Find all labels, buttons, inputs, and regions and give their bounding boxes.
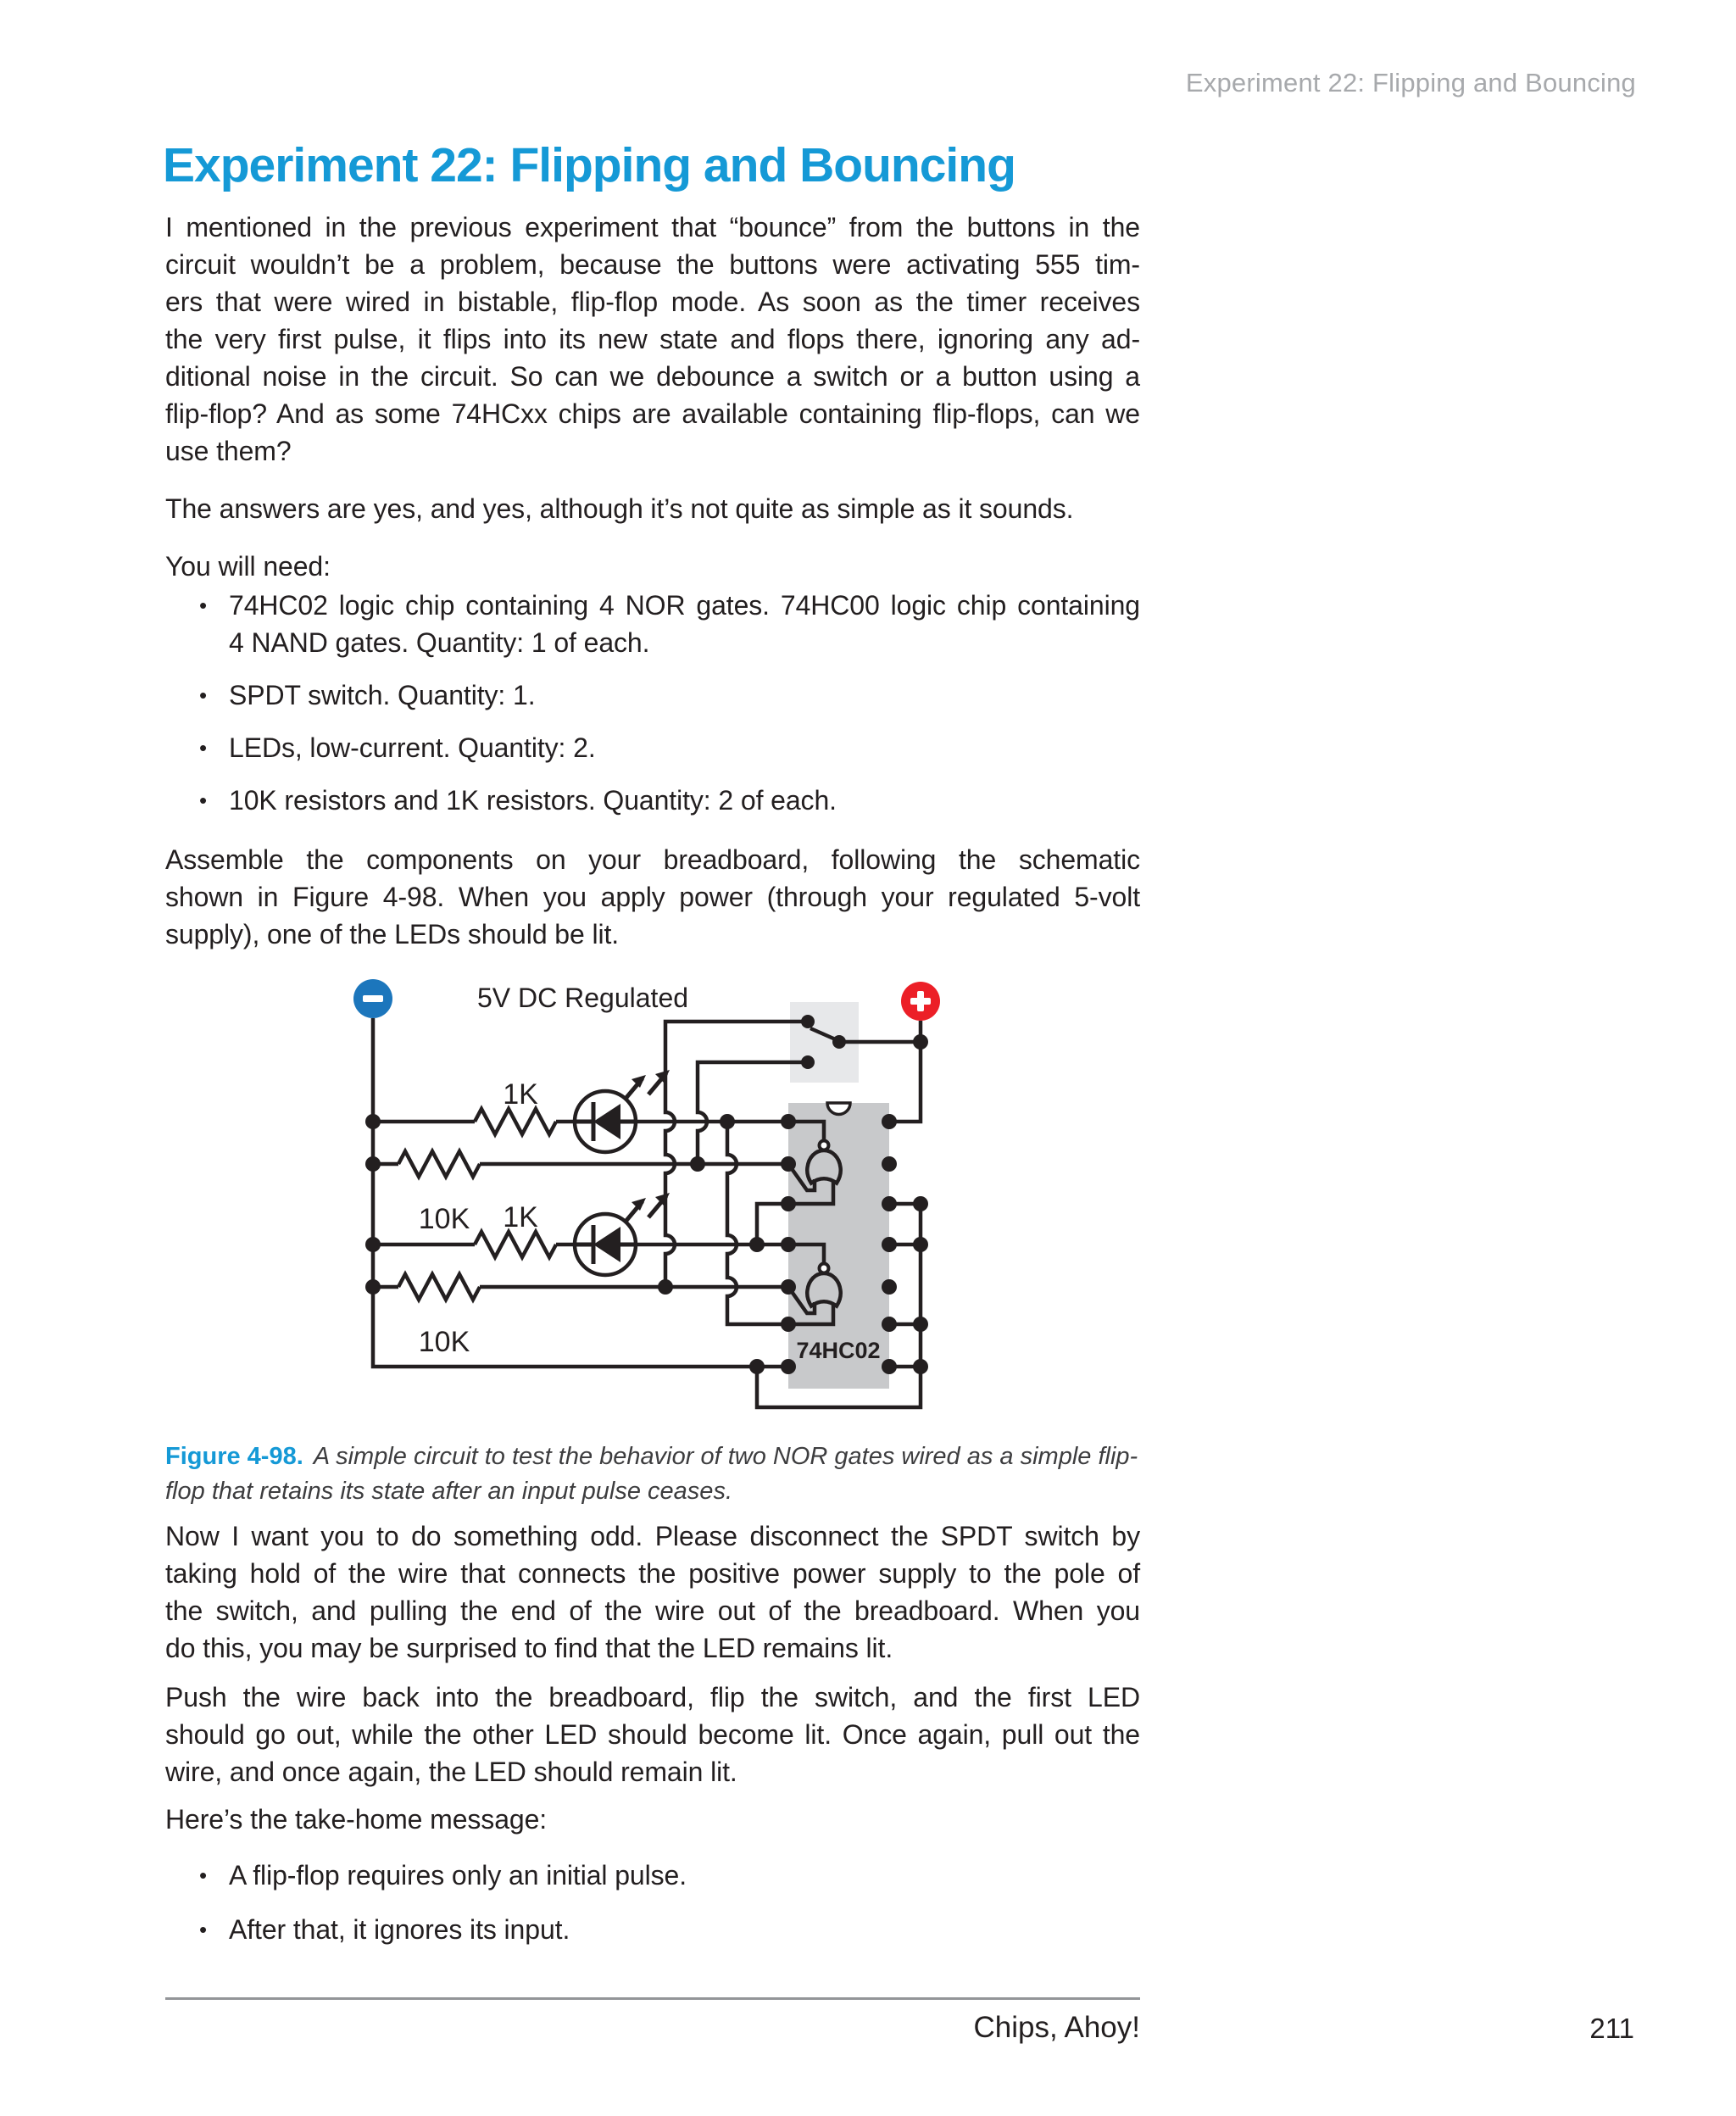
resistor-10k-2 — [398, 1274, 480, 1300]
chip-label: 74HC02 — [796, 1338, 881, 1363]
paragraph-answers — [165, 490, 1140, 527]
supply-label: 5V DC Regulated — [477, 983, 689, 1013]
ic-notch — [827, 1103, 850, 1115]
text-line: Now I want you to do something odd. Please disconnect the SPDT switch by — [165, 1521, 1140, 1551]
text-line: Assemble the components on your breadboard, following the schematic — [165, 844, 1140, 875]
bullet-icon: • — [199, 593, 208, 618]
inverter-bubble — [820, 1264, 829, 1273]
footer-section-title: Chips, Ahoy! — [973, 2011, 1140, 2044]
page-title: Experiment 22: Flipping and Bouncing — [163, 138, 1015, 192]
running-head: Experiment 22: Flipping and Bouncing — [1185, 68, 1636, 97]
led-2-icon — [575, 1193, 670, 1275]
text-line: the switch, and pulling the end of the wire out of the breadboard. When you — [165, 1595, 1140, 1626]
led-1-icon — [575, 1070, 670, 1152]
list-item-resistors — [165, 782, 1140, 819]
list-item-ignores-input — [165, 1911, 1140, 1948]
figure-label: Figure 4-98. — [165, 1443, 303, 1470]
text-line: A flip-flop requires only an initial pulse. — [229, 1860, 687, 1890]
caption-text: A simple circuit to test the behavior of two NOR gates wired as a simple flip- — [313, 1443, 1138, 1470]
list-item-chips — [165, 587, 1140, 661]
text-line: SPDT switch. Quantity: 1. — [229, 680, 536, 710]
resistor-1k-2 — [475, 1232, 556, 1257]
resistor-label-10k-bottom: 10K — [418, 1326, 470, 1358]
list-item-initial-pulse — [165, 1857, 1140, 1894]
text-line: 74HC02 logic chip containing 4 NOR gates. 74HC00 logic chip containing — [229, 590, 1140, 621]
text-line: circuit wouldn’t be a problem, because the buttons were activating 555 tim- — [165, 249, 1140, 280]
paragraph-disconnect — [165, 1517, 1140, 1667]
page-number: 211 — [1589, 2013, 1634, 2044]
resistor-label-1k-top: 1K — [503, 1078, 538, 1111]
text-line: use them? — [165, 436, 292, 466]
resistor-label-10k-top: 10K — [418, 1203, 470, 1235]
paragraph-push-wire — [165, 1679, 1140, 1790]
text-line: flip-flop? And as some 74HCxx chips are available containing flip-flops, can we — [165, 398, 1140, 429]
text-line: do this, you may be surprised to find that the LED remains lit. — [165, 1633, 893, 1663]
text-line: ditional noise in the circuit. So can we debounce a switch or a button using a — [165, 361, 1140, 392]
text-line: Push the wire back into the breadboard, flip the switch, and the first LED — [165, 1682, 1140, 1712]
text-line: The answers are yes, and yes, although it’s not quite as simple as it sounds. — [165, 493, 1074, 524]
minus-terminal-icon — [353, 979, 392, 1018]
text-line: should go out, while the other LED should become lit. Once again, pull out the — [165, 1719, 1140, 1750]
footer-rule — [165, 1997, 1140, 2000]
text-line: taking hold of the wire that connects the positive power supply to the pole of — [165, 1558, 1140, 1589]
text-line: Here’s the take-home message: — [165, 1804, 548, 1835]
bullet-icon: • — [199, 788, 208, 813]
paragraph-you-will-need — [165, 548, 1140, 585]
bullet-icon: • — [199, 1917, 208, 1942]
text-line: 10K resistors and 1K resistors. Quantity: 2 of each. — [229, 785, 837, 816]
text-line: LEDs, low-current. Quantity: 2. — [229, 732, 596, 763]
text-line: supply), one of the LEDs should be lit. — [165, 919, 620, 949]
text-line: the very first pulse, it flips into its new state and flops there, ignoring any ad- — [165, 324, 1140, 354]
resistor-10k-1 — [398, 1151, 480, 1177]
figure-caption — [165, 1439, 1174, 1509]
bullet-icon: • — [199, 735, 208, 760]
text-line: ers that were wired in bistable, flip-flop mode. As soon as the timer receives — [165, 287, 1140, 317]
text-line: shown in Figure 4-98. When you apply power (through your regulated 5-volt — [165, 882, 1140, 912]
text-line: After that, it ignores its input. — [229, 1914, 570, 1945]
bullet-icon: • — [199, 1863, 208, 1888]
list-item-switch — [165, 677, 1140, 714]
text-line: I mentioned in the previous experiment that “bounce” from the buttons in the — [165, 212, 1140, 242]
text-line: You will need: — [165, 551, 331, 582]
resistor-1k-1 — [475, 1109, 556, 1134]
list-item-leds — [165, 729, 1140, 766]
text-line: wire, and once again, the LED should remain lit. — [165, 1757, 737, 1787]
circuit-schematic — [322, 958, 966, 1433]
paragraph-intro — [165, 209, 1140, 470]
text-line: 4 NAND gates. Quantity: 1 of each. — [229, 627, 650, 658]
caption-line: flop that retains its state after an input pulse ceases. — [165, 1478, 732, 1505]
resistor-label-1k-bottom: 1K — [503, 1201, 538, 1233]
bullet-icon: • — [199, 682, 208, 708]
inverter-bubble — [820, 1141, 829, 1150]
paragraph-assemble — [165, 841, 1140, 953]
caption-line — [165, 1439, 1174, 1474]
paragraph-take-home — [165, 1801, 1140, 1838]
plus-terminal-icon — [901, 982, 940, 1021]
